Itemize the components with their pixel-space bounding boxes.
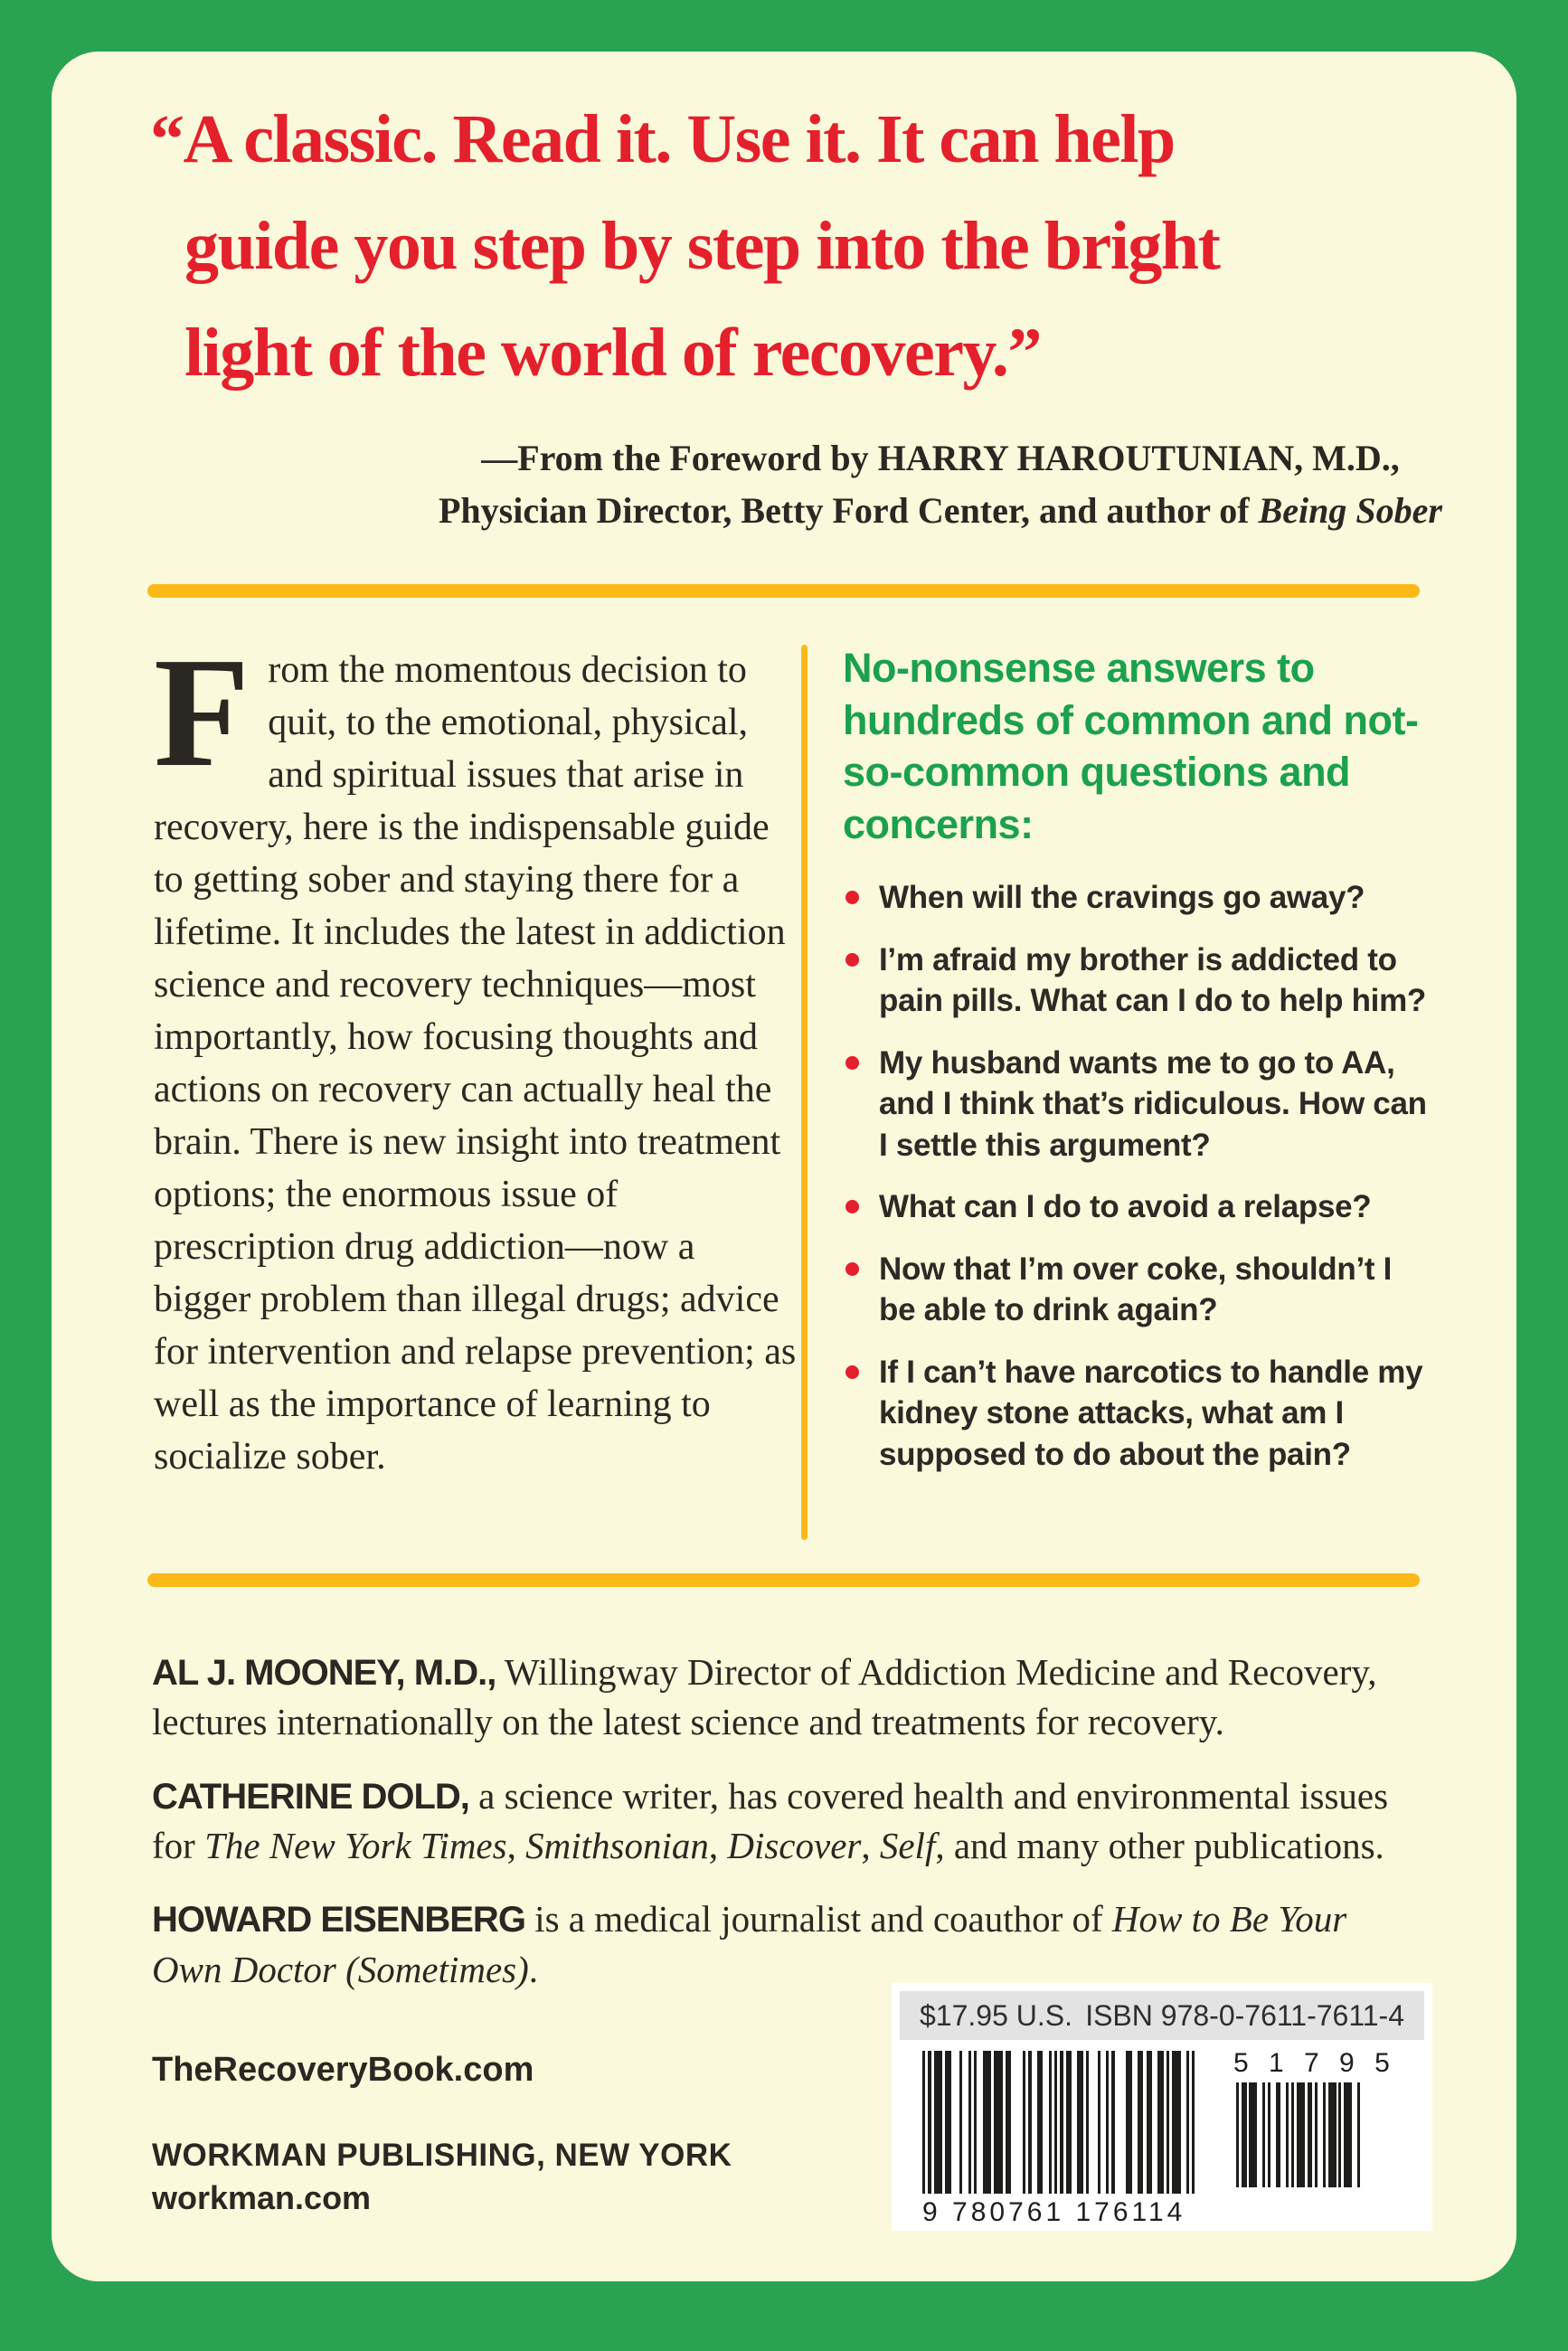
isbn-label: ISBN 978-0-7611-7611-4 [1085, 1998, 1404, 2032]
author-name: AL J. MOONEY, M.D., [152, 1653, 496, 1693]
dropcap-letter: F [154, 625, 250, 799]
question-item: Now that I’m over coke, shouldn’t I be able to drink again? [843, 1249, 1432, 1331]
divider-rule-top [147, 584, 1420, 598]
divider-rule-bottom [147, 1573, 1420, 1587]
quote-line-3: light of the world of recovery.” [184, 314, 1041, 391]
attribution-line-1: —From the Foreword by HARRY HAROUTUNIAN, M.D., [481, 438, 1400, 478]
ean-barcode-digits: 9 780761 176114 [922, 2197, 1186, 2227]
quote-line-1: “A classic. Read it. Use it. It can help [150, 101, 1175, 177]
description-paragraph [154, 625, 799, 1484]
ean-barcode-bars [922, 2051, 1195, 2194]
question-item: My husband wants me to go to AA, and I think that’s ridiculous. How can I settle this argument? [843, 1043, 1432, 1166]
bio-eisenberg: HOWARD EISENBERG is a medical journalist and coauthor of How to Be Your Own Doctor (Sometimes). [152, 1898, 1347, 1990]
column-divider-rule [801, 645, 808, 1540]
book-website: TheRecoveryBook.com [152, 2051, 534, 2089]
publication-title: Self [879, 1824, 936, 1866]
supplemental-barcode-bars [1233, 2082, 1374, 2187]
author-bios [152, 1648, 1422, 2018]
quote-line-2: guide you step by step into the bright [184, 207, 1220, 284]
author-name: HOWARD EISENBERG [152, 1900, 525, 1940]
question-item: If I can’t have narcotics to handle my kidney stone attacks, what am I supposed to do about the pain? [843, 1352, 1432, 1476]
questions-list [843, 877, 1432, 1475]
bio-mooney: AL J. MOONEY, M.D., Willingway Director of Addiction Medicine and Recovery, lectures internationally on the latest science and treatments for recovery. [152, 1651, 1377, 1743]
publication-title: The New York Times [204, 1824, 507, 1866]
publication-title: Discover [727, 1824, 862, 1866]
price-label: $17.95 U.S. [920, 1998, 1072, 2032]
questions-heading: No-nonsense answers to hundreds of common and not-so-common questions and concerns: [843, 645, 1419, 847]
isbn-price-box [892, 1983, 1432, 2231]
author-name: CATHERINE DOLD, [152, 1776, 469, 1817]
question-item: When will the cravings go away? [843, 877, 1432, 919]
book-title-being-sober: Being Sober [1258, 490, 1442, 531]
price-isbn-strip [900, 1991, 1424, 2040]
ean-barcode [922, 2051, 1195, 2228]
publisher-website: workman.com [152, 2179, 372, 2216]
review-quote [150, 87, 1452, 406]
description-text: rom the momentous decision to quit, to the emotional, physical, and spiritual issues that arise in recovery, here is the indispensable guide to getting sober and staying there for a lifetime. It includes the latest in addiction science and recovery techniques—most importantly, how focusing thoughts and actions on recovery can actually heal the brain. There is new insight into treatment options; the enormous issue of prescription drug addiction—now a bigger problem than illegal drugs; advice for intervention and relapse prevention; as well as the importance of learning to socialize sober. [154, 649, 797, 1478]
supplemental-barcode-digits: 5 1 7 9 5 [1233, 2048, 1396, 2078]
bio-dold: CATHERINE DOLD, a science writer, has covered health and environmental issues for The New York Times, Smithsonian, Discover, Self, and many other publications. [152, 1774, 1389, 1866]
supplemental-barcode [1233, 2048, 1396, 2187]
publisher-name: WORKMAN PUBLISHING, NEW YORK [152, 2138, 732, 2173]
publication-title: Smithsonian [525, 1824, 709, 1866]
quote-attribution [380, 432, 1501, 537]
attribution-line-2: Physician Director, Betty Ford Center, and author of Being Sober [439, 490, 1442, 531]
publication-title: How to Be Your Own Doctor (Sometimes) [152, 1898, 1347, 1990]
question-item: I’m afraid my brother is addicted to pain pills. What can I do to help him? [843, 939, 1432, 1022]
question-item: What can I do to avoid a relapse? [843, 1186, 1432, 1228]
questions-column [843, 642, 1432, 1496]
